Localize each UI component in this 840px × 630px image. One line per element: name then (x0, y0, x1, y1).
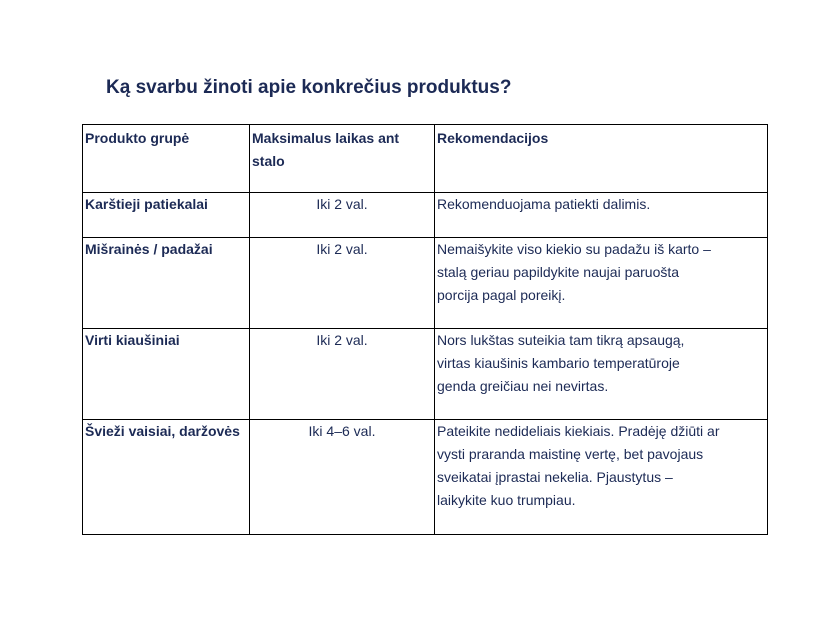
recommendation-line: virtas kiaušinis kambario temperatūroje (437, 355, 680, 371)
header-max-time: Maksimalus laikas ant stalo (250, 125, 435, 193)
products-table (82, 124, 768, 535)
header-product-group: Produkto grupė (83, 125, 250, 193)
max-time-cell: Iki 2 val. (250, 193, 435, 238)
recommendation-line: Rekomenduojama patiekti dalimis. (437, 196, 651, 212)
recommendation-cell (435, 238, 768, 329)
recommendation-line: genda greičiau nei nevirtas. (437, 378, 609, 394)
table-row (83, 420, 768, 535)
recommendation-cell (435, 420, 768, 535)
recommendation-line: Nors lukštas suteikia tam tikrą apsaugą, (437, 332, 685, 348)
recommendation-cell (435, 329, 768, 420)
recommendation-line: vysti praranda maistinę vertę, bet pavojaus (437, 446, 704, 462)
recommendation-cell (435, 193, 768, 238)
recommendation-line: stalą geriau papildykite naujai paruošta (437, 264, 680, 280)
max-time-cell: Iki 2 val. (250, 329, 435, 420)
product-group-cell: Švieži vaisiai, daržovės (83, 420, 250, 535)
recommendation-line: Pateikite nedideliais kiekiais. Pradėję džiūti ar (437, 423, 720, 439)
max-time-cell: Iki 2 val. (250, 238, 435, 329)
product-group-cell: Karštieji patiekalai (83, 193, 250, 238)
recommendation-line: sveikatai įprastai nekelia. Pjaustytus – (437, 469, 673, 485)
table-row (83, 193, 768, 238)
max-time-cell: Iki 4–6 val. (250, 420, 435, 535)
recommendation-line: porcija pagal poreikį. (437, 287, 566, 303)
table-header-row (83, 125, 768, 193)
table-row (83, 238, 768, 329)
table-row (83, 329, 768, 420)
header-recommendations: Rekomendacijos (435, 125, 768, 193)
recommendation-line: Nemaišykite viso kiekio su padažu iš karto – (437, 241, 711, 257)
recommendation-line: laikykite kuo trumpiau. (437, 492, 576, 508)
page-title: Ką svarbu žinoti apie konkrečius produktus? (106, 77, 512, 98)
product-group-cell: Virti kiaušiniai (83, 329, 250, 420)
product-group-cell: Mišrainės / padažai (83, 238, 250, 329)
